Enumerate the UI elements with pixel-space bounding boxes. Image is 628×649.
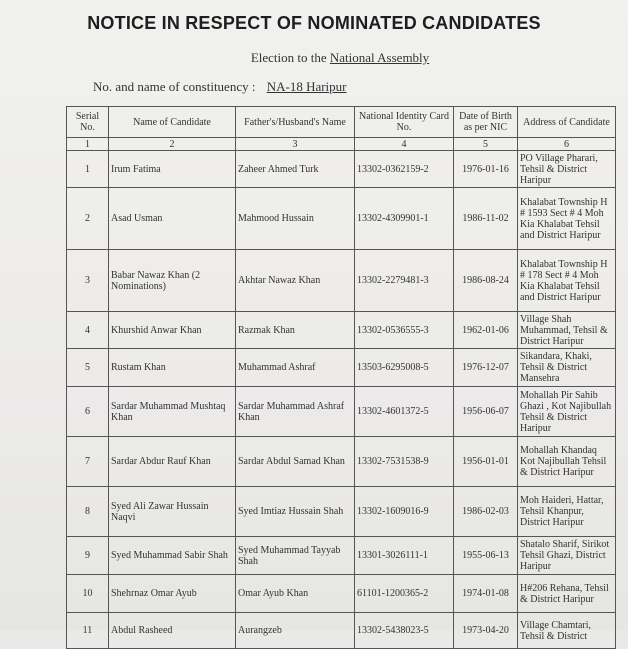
serial-cell: 7 — [67, 437, 109, 487]
name-cell: Sardar Muhammad Mushtaq Khan — [109, 387, 236, 437]
father-cell: Sardar Muhammad Ashraf Khan — [236, 387, 355, 437]
name-cell: Shehrnaz Omar Ayub — [109, 575, 236, 613]
serial-cell: 6 — [67, 387, 109, 437]
header-name: Name of Candidate — [109, 107, 236, 138]
address-cell: Mohallah Pir Sahib Ghazi , Kot Najibullah Tehsil & District Haripur — [518, 387, 616, 437]
dob-cell: 1986-02-03 — [454, 487, 518, 537]
dob-cell: 1962-01-06 — [454, 312, 518, 349]
father-cell: Sardar Abdul Samad Khan — [236, 437, 355, 487]
dob-cell: 1973-04-20 — [454, 613, 518, 649]
dob-cell: 1955-06-13 — [454, 537, 518, 575]
cnic-cell: 13302-4601372-5 — [355, 387, 454, 437]
cnic-cell: 13503-6295008-5 — [355, 349, 454, 387]
column-number: 4 — [355, 138, 454, 151]
table-row — [67, 188, 616, 250]
serial-cell: 1 — [67, 151, 109, 188]
header-dob: Date of Birth as per NIC — [454, 107, 518, 138]
name-cell: Babar Nawaz Khan (2 Nominations) — [109, 250, 236, 312]
election-prefix: Election to the — [250, 50, 327, 65]
dob-cell: 1976-12-07 — [454, 349, 518, 387]
table-row — [67, 349, 616, 387]
address-cell: PO Village Pharari, Tehsil & District Haripur — [518, 151, 616, 188]
column-number: 2 — [109, 138, 236, 151]
constituency-line — [93, 79, 347, 95]
header-row — [67, 107, 616, 138]
cnic-cell: 13302-0536555-3 — [355, 312, 454, 349]
name-cell: Asad Usman — [109, 188, 236, 250]
table-row — [67, 312, 616, 349]
header-serial: Serial No. — [67, 107, 109, 138]
father-cell: Mahmood Hussain — [236, 188, 355, 250]
father-cell: Zaheer Ahmed Turk — [236, 151, 355, 188]
address-cell: Khalabat Township H # 1593 Sect # 4 Moh Kia Khalabat Tehsil and District Haripur — [518, 188, 616, 250]
constituency-label: No. and name of constituency : — [93, 79, 256, 94]
election-body: National Assembly — [329, 50, 430, 65]
name-cell: Abdul Rasheed — [109, 613, 236, 649]
cnic-cell: 13302-4309901-1 — [355, 188, 454, 250]
father-cell: Omar Ayub Khan — [236, 575, 355, 613]
column-number-row — [67, 138, 616, 151]
candidates-table — [66, 106, 616, 649]
serial-cell: 11 — [67, 613, 109, 649]
name-cell: Irum Fatima — [109, 151, 236, 188]
address-cell: Sikandara, Khaki, Tehsil & District Mansehra — [518, 349, 616, 387]
header-father: Father's/Husband's Name — [236, 107, 355, 138]
address-cell: Mohallah Khandaq Kot Najibullah Tehsil & District Haripur — [518, 437, 616, 487]
name-cell: Syed Muhammad Sabir Shah — [109, 537, 236, 575]
address-cell: H#206 Rehana, Tehsil & District Haripur — [518, 575, 616, 613]
header-cnic: National Identity Card No. — [355, 107, 454, 138]
cnic-cell: 61101-1200365-2 — [355, 575, 454, 613]
father-cell: Razmak Khan — [236, 312, 355, 349]
address-cell: Village Chamtari, Tehsil & District — [518, 613, 616, 649]
table-row — [67, 151, 616, 188]
address-cell: Moh Haideri, Hattar, Tehsil Khanpur, District Haripur — [518, 487, 616, 537]
column-number: 1 — [67, 138, 109, 151]
dob-cell: 1956-06-07 — [454, 387, 518, 437]
table-row — [67, 250, 616, 312]
cnic-cell: 13302-1609016-9 — [355, 487, 454, 537]
serial-cell: 10 — [67, 575, 109, 613]
column-number: 5 — [454, 138, 518, 151]
serial-cell: 4 — [67, 312, 109, 349]
table-row — [67, 575, 616, 613]
cnic-cell: 13301-3026111-1 — [355, 537, 454, 575]
serial-cell: 9 — [67, 537, 109, 575]
dob-cell: 1956-01-01 — [454, 437, 518, 487]
father-cell: Syed Imtiaz Hussain Shah — [236, 487, 355, 537]
address-cell: Khalabat Township H # 178 Sect # 4 Moh Kia Khalabat Tehsil and District Haripur — [518, 250, 616, 312]
serial-cell: 5 — [67, 349, 109, 387]
serial-cell: 2 — [67, 188, 109, 250]
serial-cell: 3 — [67, 250, 109, 312]
constituency-value: NA-18 Haripur — [266, 79, 347, 94]
father-cell: Aurangzeb — [236, 613, 355, 649]
address-cell: Village Shah Muhammad, Tehsil & District Haripur — [518, 312, 616, 349]
table-row — [67, 613, 616, 649]
table-row — [67, 537, 616, 575]
address-cell: Shatalo Sharif, Sirikot Tehsil Ghazi, District Haripur — [518, 537, 616, 575]
cnic-cell: 13302-2279481-3 — [355, 250, 454, 312]
father-cell: Syed Muhammad Tayyab Shah — [236, 537, 355, 575]
column-number: 3 — [236, 138, 355, 151]
header-address: Address of Candidate — [518, 107, 616, 138]
father-cell: Akhtar Nawaz Khan — [236, 250, 355, 312]
name-cell: Khurshid Anwar Khan — [109, 312, 236, 349]
table-row — [67, 487, 616, 537]
table-row — [67, 437, 616, 487]
dob-cell: 1974-01-08 — [454, 575, 518, 613]
dob-cell: 1986-11-02 — [454, 188, 518, 250]
dob-cell: 1976-01-16 — [454, 151, 518, 188]
dob-cell: 1986-08-24 — [454, 250, 518, 312]
column-number: 6 — [518, 138, 616, 151]
cnic-cell: 13302-5438023-5 — [355, 613, 454, 649]
cnic-cell: 13302-0362159-2 — [355, 151, 454, 188]
cnic-cell: 13302-7531538-9 — [355, 437, 454, 487]
election-line — [0, 50, 628, 66]
father-cell: Muhammad Ashraf — [236, 349, 355, 387]
name-cell: Sardar Abdur Rauf Khan — [109, 437, 236, 487]
notice-title: NOTICE IN RESPECT OF NOMINATED CANDIDATES — [87, 13, 541, 33]
name-cell: Rustam Khan — [109, 349, 236, 387]
table-row — [67, 387, 616, 437]
name-cell: Syed Ali Zawar Hussain Naqvi — [109, 487, 236, 537]
serial-cell: 8 — [67, 487, 109, 537]
